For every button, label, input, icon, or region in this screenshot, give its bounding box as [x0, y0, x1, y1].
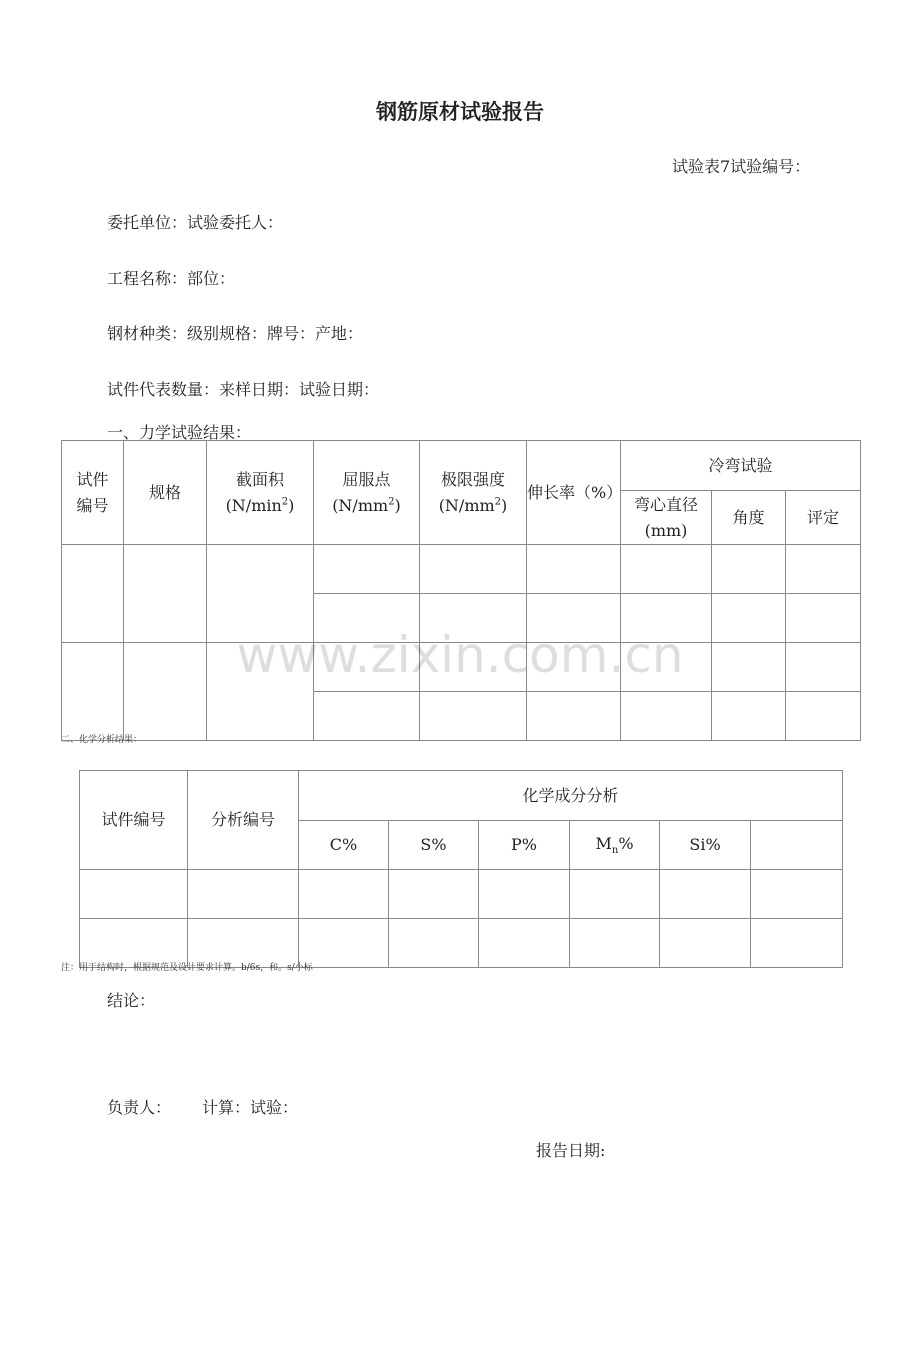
table-cell [621, 692, 712, 741]
client-line: 委托单位：试验委托人： [107, 213, 284, 232]
table-row [62, 643, 861, 692]
table-cell [621, 643, 712, 692]
table-cell [389, 919, 479, 968]
chemical-section-heading: 二、化学分析结果： [61, 735, 143, 745]
table-cell [420, 692, 527, 741]
table-cell [479, 919, 570, 968]
table-cell [420, 545, 527, 594]
header-bend-diameter: 弯心直径 (mm) [621, 491, 712, 545]
header-carbon: C% [299, 821, 389, 870]
table-cell [527, 692, 621, 741]
table-cell [207, 545, 314, 643]
header-silicon: Si% [660, 821, 751, 870]
header-ultimate: 极限强度 $(N/mm^2)$ [420, 441, 527, 545]
conclusion-label: 结论： [107, 991, 156, 1010]
table-cell [314, 643, 420, 692]
table-cell [80, 870, 188, 919]
calc-test-label: 计算：试验： [202, 1098, 299, 1117]
specimen-quantity-line: 试件代表数量：来样日期：试验日期： [107, 380, 380, 399]
header-area: 截面积 $(N/\min^2)$ [207, 441, 314, 545]
table-cell [527, 545, 621, 594]
responsible-label: 负责人： [107, 1098, 172, 1117]
header-chemical-composition: 化学成分分析 [299, 771, 843, 821]
table-cell [786, 545, 861, 594]
project-line: 工程名称：部位： [107, 269, 236, 288]
table-cell [124, 643, 207, 741]
table-cell [712, 692, 786, 741]
table-cell [314, 692, 420, 741]
table-cell [389, 870, 479, 919]
header-yield: 屈服点 $(N/mm^2)$ [314, 441, 420, 545]
table-cell [621, 594, 712, 643]
footnote: 注：用于结构时，根据规范及设计要求计算。b/6s，和。s/小标 [61, 963, 313, 973]
header-angle: 角度 [712, 491, 786, 545]
header-spec: 规格 [124, 441, 207, 545]
table-cell [420, 643, 527, 692]
form-number: 试验表7试验编号： [672, 157, 811, 176]
header-specimen-no: 试件编号 [80, 771, 188, 870]
header-bend-test: 冷弯试验 [621, 441, 861, 491]
header-elongation: 伸长率（%） [527, 441, 621, 545]
table-row [80, 870, 843, 919]
header-rating: 评定 [786, 491, 861, 545]
table-cell [188, 870, 299, 919]
table-cell [479, 870, 570, 919]
table-cell [751, 870, 843, 919]
table-cell [660, 919, 751, 968]
header-manganese: $M_n\%$ [570, 821, 660, 870]
steel-type-line: 钢材种类：级别规格：牌号：产地： [107, 324, 364, 343]
header-sulfur: S% [389, 821, 479, 870]
table-cell [314, 545, 420, 594]
table-cell [314, 594, 420, 643]
table-cell [712, 594, 786, 643]
table-cell [420, 594, 527, 643]
table-cell [299, 870, 389, 919]
header-analysis-no: 分析编号 [188, 771, 299, 870]
table-cell [751, 821, 843, 870]
table-cell [124, 545, 207, 643]
table-cell [207, 643, 314, 741]
mechanical-test-table [61, 440, 861, 741]
table-cell [570, 870, 660, 919]
table-cell [527, 643, 621, 692]
table-cell [621, 545, 712, 594]
table-row [62, 545, 861, 594]
header-phosphorus: P% [479, 821, 570, 870]
header-specimen-no: 试件 编号 [62, 441, 124, 545]
table-cell [786, 594, 861, 643]
table-cell [62, 545, 124, 643]
table-cell [712, 545, 786, 594]
table-cell [712, 643, 786, 692]
report-date-label: 报告日期: [536, 1141, 606, 1160]
table-cell [527, 594, 621, 643]
table-cell [786, 692, 861, 741]
table-cell [62, 643, 124, 741]
watermark: www.zixin.com.cn [236, 626, 684, 684]
report-title: 钢筋原材试验报告 [376, 100, 544, 124]
table-cell [570, 919, 660, 968]
chemical-analysis-table [79, 770, 843, 968]
mechanical-section-heading: 一、力学试验结果： [107, 423, 252, 442]
table-cell [751, 919, 843, 968]
table-cell [786, 643, 861, 692]
table-cell [660, 870, 751, 919]
